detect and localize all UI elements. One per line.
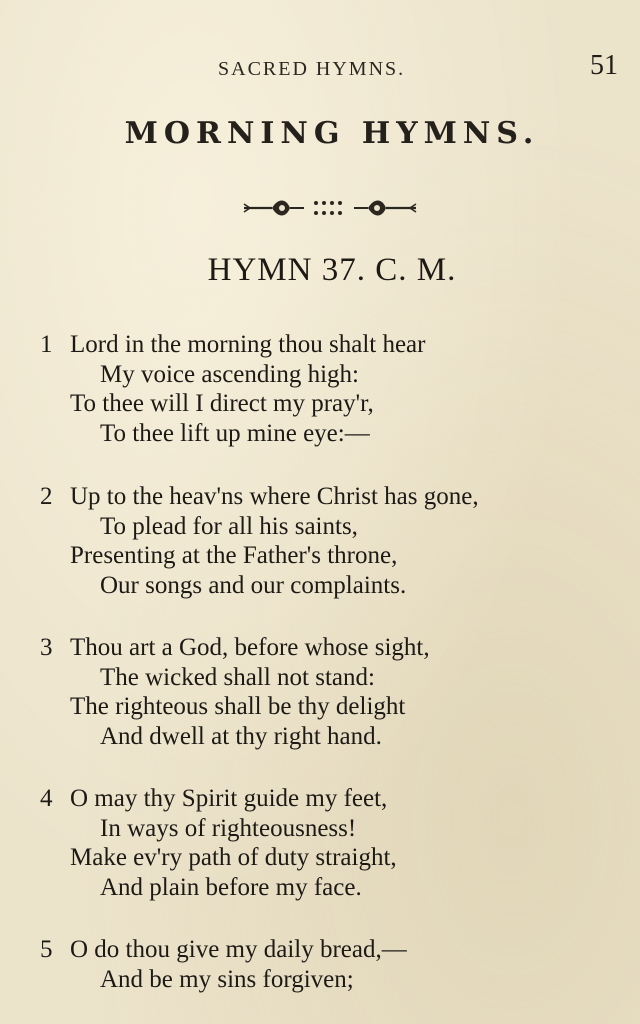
running-head: SACRED HYMNS. <box>218 58 406 80</box>
section-title: MORNING HYMNS. <box>124 116 540 151</box>
verse-line: And be my sins forgiven; <box>100 965 354 993</box>
page-number: 51 <box>590 50 618 81</box>
verse-line: And plain before my face. <box>100 873 362 901</box>
verse-line: O may thy Spirit guide my feet, <box>70 785 388 812</box>
verse-line: And dwell at thy right hand. <box>100 722 382 750</box>
stanza-number: 5 <box>40 936 53 963</box>
verse-line: Lord in the morning thou shalt hear <box>70 331 426 358</box>
verse-line: Up to the heav'ns where Christ has gone, <box>70 483 479 510</box>
stanza <box>40 935 630 994</box>
verse-line: O do thou give my daily bread,— <box>70 936 407 963</box>
verse-line: The righteous shall be thy delight <box>70 693 406 720</box>
hymn-title: HYMN 37. C. M. <box>207 252 457 288</box>
verse-line: My voice ascending high: <box>100 360 359 388</box>
verse-line: Presenting at the Father's throne, <box>70 542 398 569</box>
verse-line: Our songs and our complaints. <box>100 571 407 599</box>
stanza <box>40 784 630 902</box>
verse-line: To thee will I direct my pray'r, <box>70 390 374 417</box>
stanza <box>40 482 630 600</box>
stanza-number: 4 <box>40 785 53 812</box>
verse-line: In ways of righteousness! <box>100 814 357 842</box>
verse-line: To thee lift up mine eye:— <box>100 419 370 447</box>
stanza <box>40 633 630 751</box>
verse-line: To plead for all his saints, <box>100 512 358 540</box>
verse-line: The wicked shall not stand: <box>100 663 375 691</box>
stanza-number: 2 <box>40 483 53 510</box>
verse-line: Thou art a God, before whose sight, <box>70 634 430 661</box>
stanza <box>40 330 630 448</box>
stanza-number: 1 <box>40 331 53 358</box>
fleuron-ornament-icon <box>242 192 418 224</box>
verse-line: Make ev'ry path of duty straight, <box>70 844 397 871</box>
stanza-number: 3 <box>40 634 53 661</box>
